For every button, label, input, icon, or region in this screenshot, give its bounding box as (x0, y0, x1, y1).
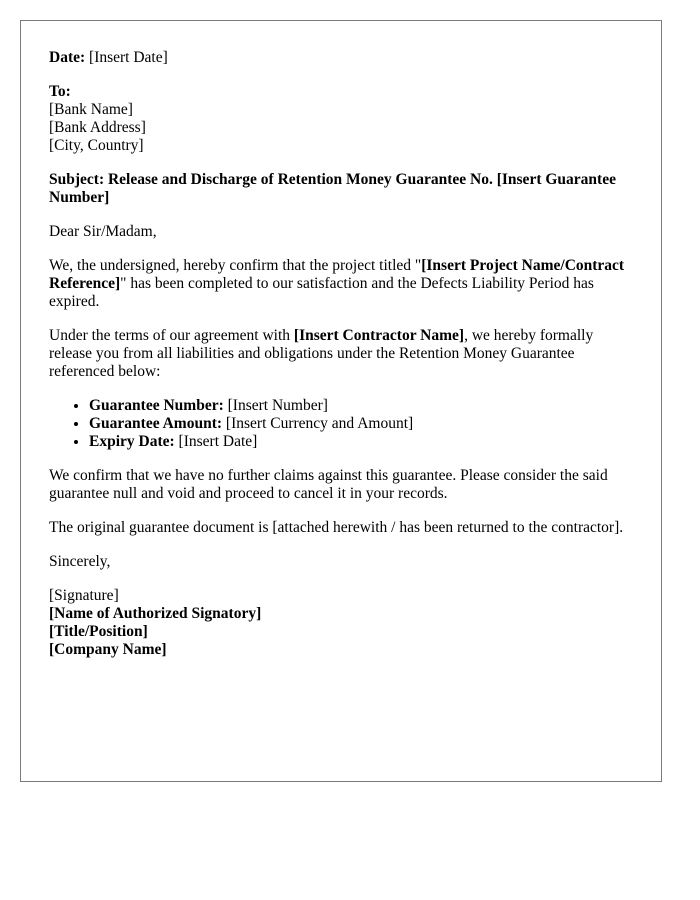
contractor-name: [Insert Contractor Name] (293, 327, 465, 344)
signatory-title: [Title/Position] (49, 623, 148, 640)
signature-block (49, 587, 633, 659)
date-line (49, 49, 633, 67)
no-claims-paragraph: We confirm that we have no further claims against this guarantee. Please consider the said guarantee null and void and proceed to cancel it in your records. (49, 467, 608, 502)
signatory-name: [Name of Authorized Signatory] (49, 605, 262, 622)
guarantee-details-list (49, 397, 633, 451)
confirmation-text-start: We, the undersigned, hereby confirm that the project titled " (49, 257, 422, 274)
recipient-bank-address: [Bank Address] (49, 119, 146, 136)
guarantee-amount-label: Guarantee Amount: (89, 415, 223, 432)
guarantee-number-label: Guarantee Number: (89, 397, 224, 414)
guarantee-number-value: [Insert Number] (223, 397, 328, 414)
letter-document (20, 20, 662, 782)
subject-line (49, 171, 633, 207)
date-label: Date: (49, 49, 86, 66)
signature-line: [Signature] (49, 587, 119, 604)
release-paragraph (49, 327, 633, 381)
project-reference: [Insert Project Name/Contract Reference] (49, 257, 625, 292)
recipient-bank-name: [Bank Name] (49, 101, 133, 118)
signatory-company: [Company Name] (49, 641, 167, 658)
list-item-guarantee-amount (89, 415, 633, 433)
confirmation-paragraph (49, 257, 633, 311)
recipient-label: To: (49, 83, 71, 100)
expiry-date-label: Expiry Date: (89, 433, 175, 450)
subject-text: Subject: Release and Discharge of Retention Money Guarantee No. [Insert Guarantee Number] (49, 171, 616, 206)
list-item-guarantee-number (89, 397, 633, 415)
closing: Sincerely, (49, 553, 111, 570)
original-document-paragraph: The original guarantee document is [attached herewith / has been returned to the contractor]. (49, 519, 624, 536)
salutation: Dear Sir/Madam, (49, 223, 157, 240)
date-value: [Insert Date] (89, 49, 168, 66)
recipient-city-country: [City, Country] (49, 137, 144, 154)
confirmation-text-end: " has been completed to our satisfaction and the Defects Liability Period has expired. (49, 275, 594, 310)
expiry-date-value: [Insert Date] (174, 433, 258, 450)
guarantee-amount-value: [Insert Currency and Amount] (222, 415, 414, 432)
recipient-block (49, 83, 633, 155)
release-text-start: Under the terms of our agreement with (49, 327, 294, 344)
list-item-expiry-date (89, 433, 633, 451)
release-text-end: , we hereby formally release you from all liabilities and obligations under the Retention Money Guarantee referenced below: (49, 327, 594, 380)
